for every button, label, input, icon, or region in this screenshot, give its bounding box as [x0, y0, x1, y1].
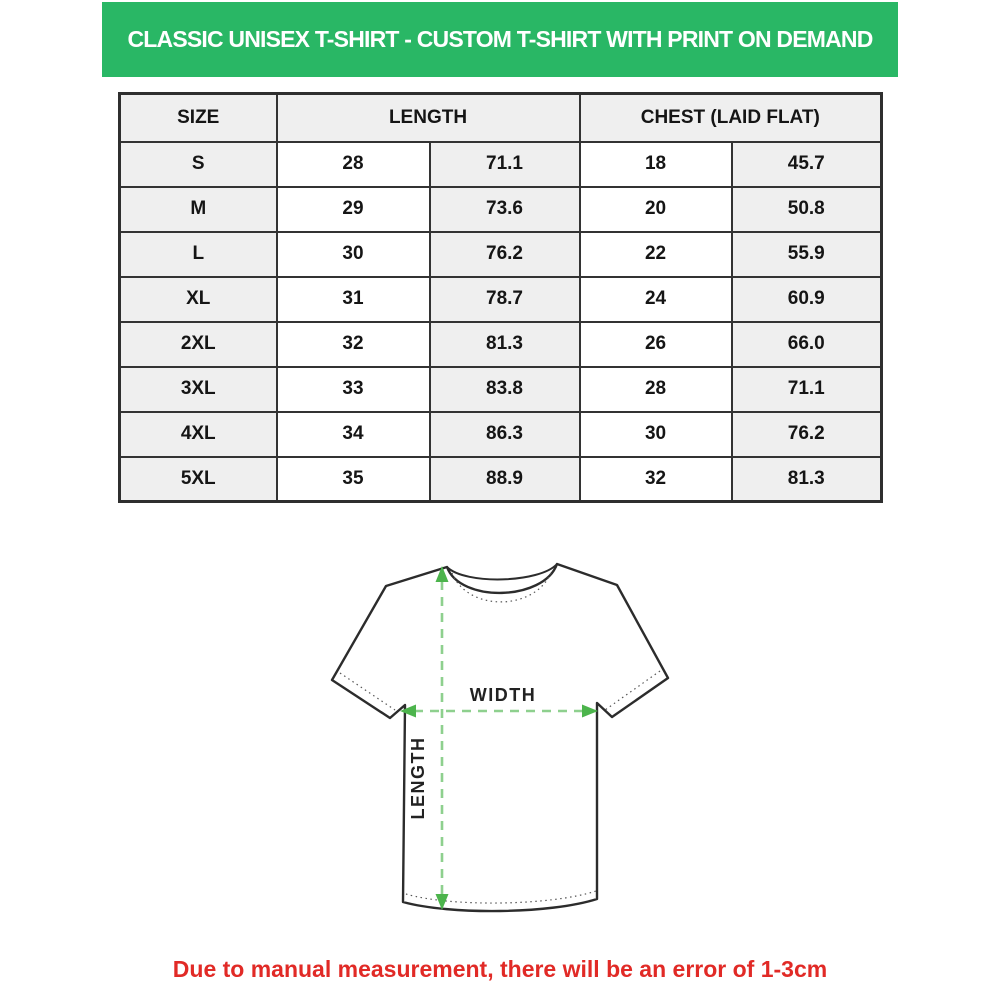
size-cell: XL [120, 277, 277, 322]
chest-cm-cell: 60.9 [732, 277, 882, 322]
length-in-cell: 32 [277, 322, 430, 367]
table-row [120, 367, 882, 412]
chest-cm-cell: 50.8 [732, 187, 882, 232]
length-cm-cell: 73.6 [430, 187, 580, 232]
size-cell: 4XL [120, 412, 277, 457]
page-title: CLASSIC UNISEX T-SHIRT - CUSTOM T-SHIRT WITH PRINT ON DEMAND [127, 26, 873, 52]
length-in-cell: 28 [277, 142, 430, 187]
chest-cm-cell: 76.2 [732, 412, 882, 457]
chest-in-cell: 20 [580, 187, 732, 232]
length-cm-cell: 88.9 [430, 457, 580, 502]
table-row [120, 142, 882, 187]
table-row [120, 412, 882, 457]
tshirt-measurement-diagram [300, 545, 700, 940]
table-row [120, 232, 882, 277]
column-header-size: SIZE [120, 94, 277, 142]
chest-cm-cell: 66.0 [732, 322, 882, 367]
length-in-cell: 33 [277, 367, 430, 412]
size-cell: L [120, 232, 277, 277]
chest-cm-cell: 55.9 [732, 232, 882, 277]
length-cm-cell: 81.3 [430, 322, 580, 367]
table-row [120, 322, 882, 367]
size-cell: 2XL [120, 322, 277, 367]
column-header-length: LENGTH [277, 94, 580, 142]
chest-in-cell: 32 [580, 457, 732, 502]
length-in-cell: 31 [277, 277, 430, 322]
chest-cm-cell: 71.1 [732, 367, 882, 412]
table-row [120, 187, 882, 232]
width-arrow-label: WIDTH [469, 685, 537, 705]
size-cell: S [120, 142, 277, 187]
chest-in-cell: 28 [580, 367, 732, 412]
table-row [120, 277, 882, 322]
length-in-cell: 35 [277, 457, 430, 502]
chest-in-cell: 24 [580, 277, 732, 322]
length-cm-cell: 78.7 [430, 277, 580, 322]
chest-in-cell: 18 [580, 142, 732, 187]
chest-in-cell: 22 [580, 232, 732, 277]
size-cell: M [120, 187, 277, 232]
column-header-chest: CHEST (LAID FLAT) [580, 94, 882, 142]
chest-in-cell: 26 [580, 322, 732, 367]
length-cm-cell: 83.8 [430, 367, 580, 412]
chest-cm-cell: 81.3 [732, 457, 882, 502]
length-arrow-label: LENGTH [408, 736, 428, 820]
chest-in-cell: 30 [580, 412, 732, 457]
tshirt-outline-icon [332, 564, 668, 911]
length-in-cell: 34 [277, 412, 430, 457]
table-row [120, 457, 882, 502]
length-cm-cell: 71.1 [430, 142, 580, 187]
length-in-cell: 30 [277, 232, 430, 277]
size-cell: 5XL [120, 457, 277, 502]
size-chart-table [118, 92, 883, 503]
chest-cm-cell: 45.7 [732, 142, 882, 187]
length-in-cell: 29 [277, 187, 430, 232]
length-cm-cell: 76.2 [430, 232, 580, 277]
size-cell: 3XL [120, 367, 277, 412]
measurement-disclaimer: Due to manual measurement, there will be an error of 1-3cm [172, 956, 828, 982]
table-header-row [120, 94, 882, 142]
header-banner [102, 2, 898, 77]
length-cm-cell: 86.3 [430, 412, 580, 457]
